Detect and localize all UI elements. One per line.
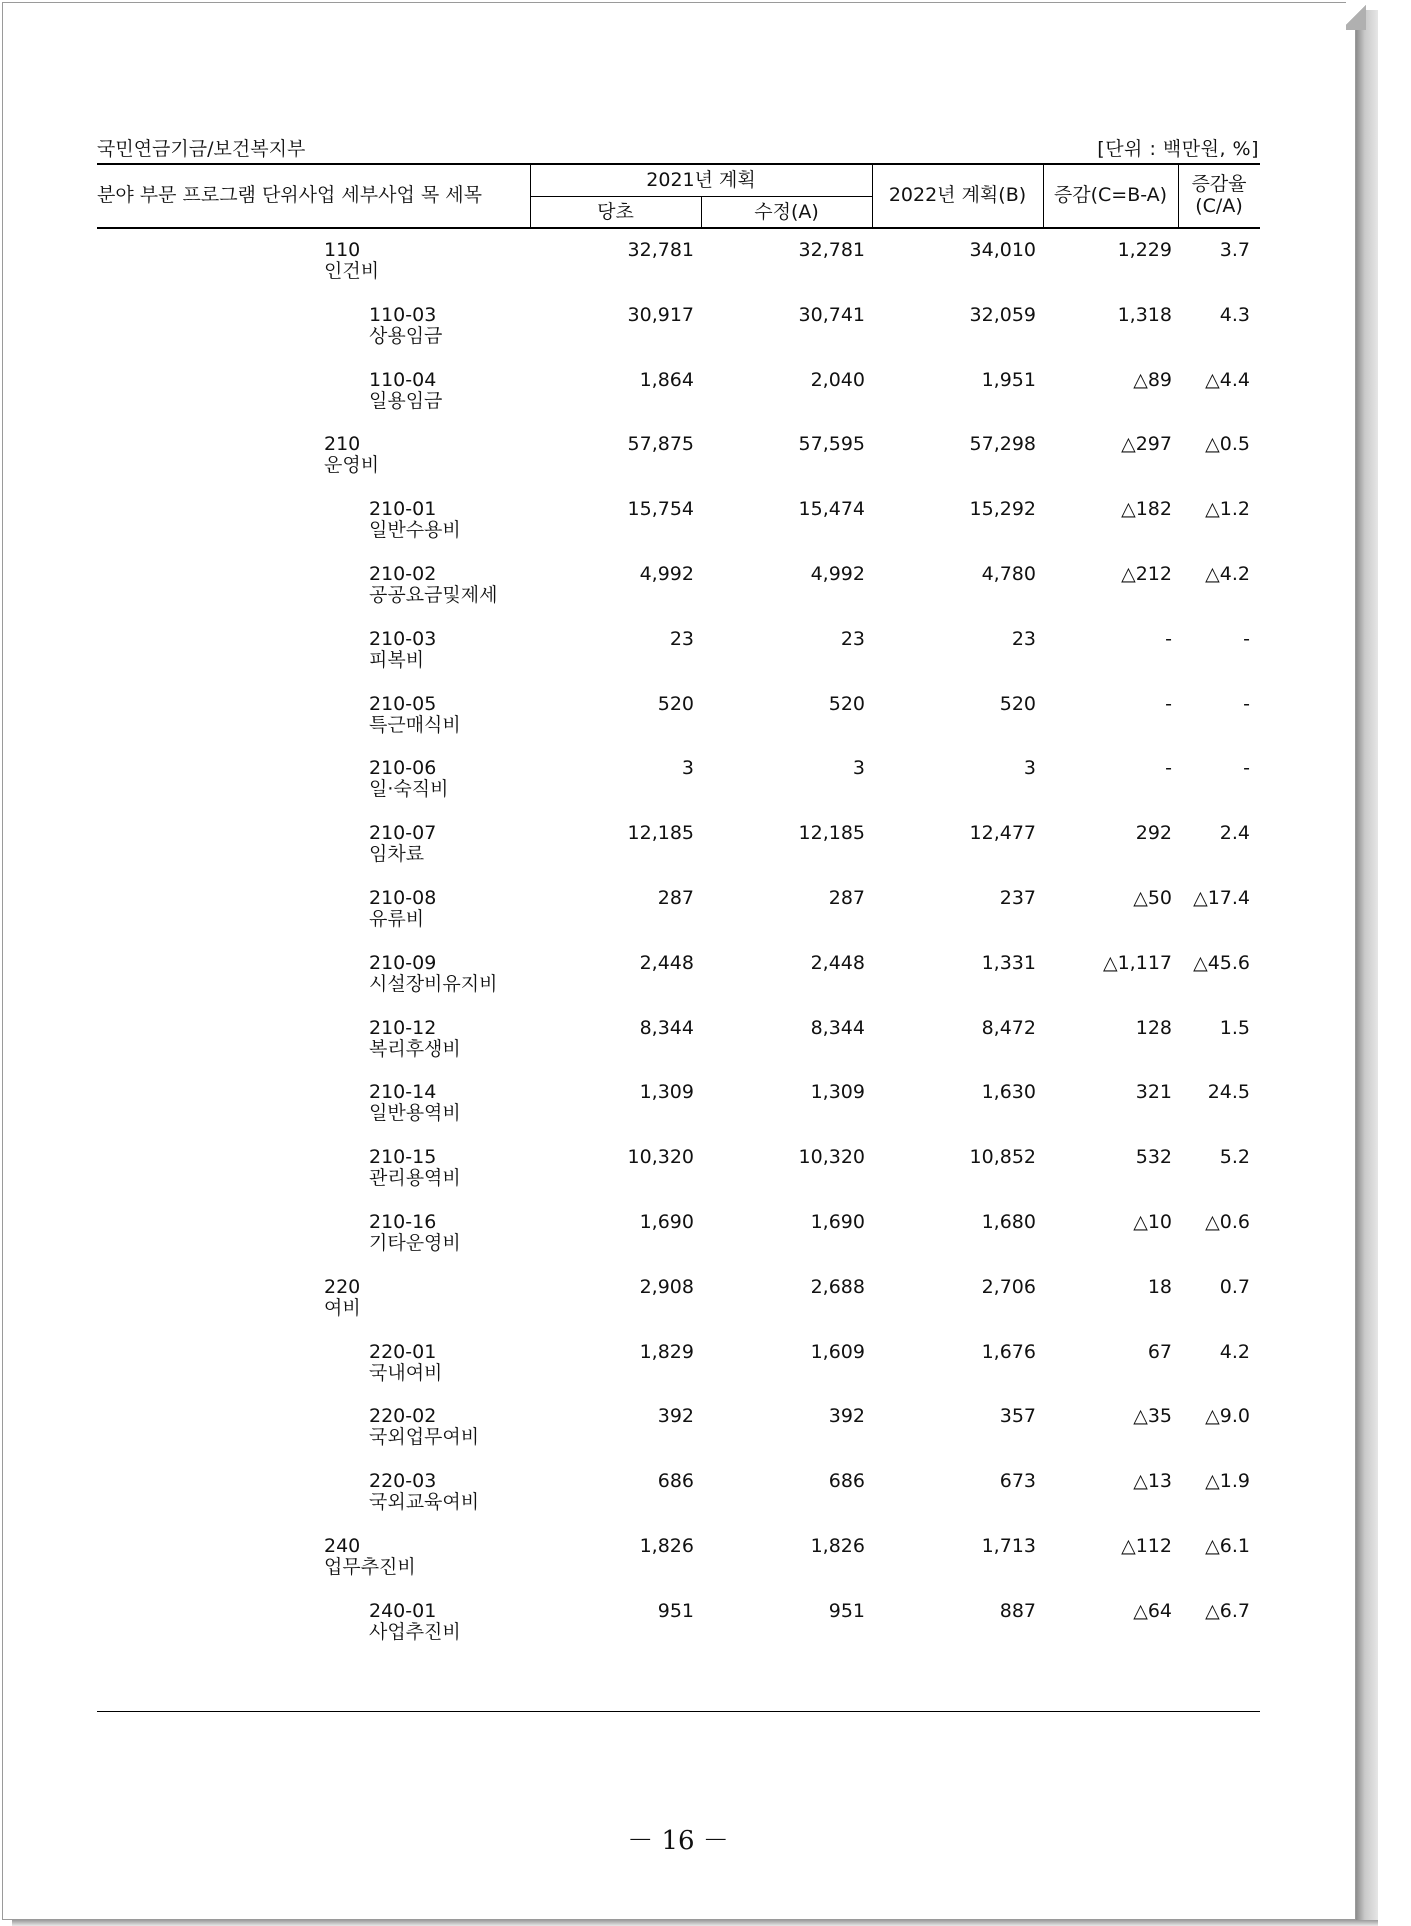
row-name: 일용임금 xyxy=(369,389,443,412)
row-item-label xyxy=(369,953,497,995)
row-name: 임차료 xyxy=(369,843,425,866)
row-value-plan2022: 1,630 xyxy=(981,1081,1036,1104)
row-item-label xyxy=(369,888,436,930)
row-value-rate: △4.4 xyxy=(1205,368,1250,391)
row-value-initial: 32,781 xyxy=(627,239,694,261)
row-value-plan2022: 2,706 xyxy=(981,1275,1036,1298)
row-name: 업무추진비 xyxy=(324,1556,416,1578)
row-name: 일반용역비 xyxy=(369,1102,461,1125)
row-value-initial: 12,185 xyxy=(627,822,694,845)
row-value-initial: 8,344 xyxy=(639,1016,694,1039)
row-name: 특근매식비 xyxy=(369,713,461,736)
row-item-label xyxy=(369,1601,461,1643)
table-row xyxy=(0,823,1411,887)
row-value-revised: 1,309 xyxy=(810,1081,865,1104)
row-name: 유류비 xyxy=(369,908,425,930)
row-value-rate: △45.6 xyxy=(1193,951,1250,974)
table-row xyxy=(0,305,1411,369)
row-value-change: 67 xyxy=(1147,1340,1172,1363)
row-value-revised: 3 xyxy=(852,757,865,780)
row-code: 220-02 xyxy=(369,1405,437,1428)
row-value-change: 321 xyxy=(1135,1081,1172,1104)
row-code: 210-16 xyxy=(369,1211,437,1233)
header-2022-plan: 2022년 계획(B) xyxy=(888,184,1027,206)
row-value-change: △35 xyxy=(1133,1405,1172,1428)
row-value-plan2022: 12,477 xyxy=(969,822,1036,845)
row-value-plan2022: 23 xyxy=(1011,627,1036,650)
row-value-plan2022: 1,676 xyxy=(981,1340,1036,1363)
table-row xyxy=(0,370,1411,434)
row-value-rate: △0.6 xyxy=(1205,1211,1250,1233)
row-value-initial: 15,754 xyxy=(627,498,694,521)
row-value-revised: 8,344 xyxy=(810,1016,865,1039)
row-code: 220-03 xyxy=(369,1470,437,1493)
row-value-initial: 1,690 xyxy=(639,1211,694,1233)
row-value-plan2022: 520 xyxy=(999,692,1036,715)
row-name: 피복비 xyxy=(369,648,425,671)
row-value-revised: 15,474 xyxy=(798,498,865,521)
table-row xyxy=(0,1018,1411,1082)
row-item-label xyxy=(369,629,436,671)
table-row xyxy=(0,629,1411,693)
row-value-initial: 520 xyxy=(657,692,694,715)
row-value-plan2022: 8,472 xyxy=(981,1016,1036,1039)
row-name: 상용임금 xyxy=(369,324,443,347)
row-value-initial: 3 xyxy=(681,757,694,780)
row-value-rate: △4.2 xyxy=(1205,563,1250,585)
row-item-label xyxy=(369,1018,461,1060)
row-value-change: 532 xyxy=(1135,1146,1172,1169)
row-value-initial: 1,864 xyxy=(639,368,694,391)
row-value-plan2022: 887 xyxy=(999,1599,1036,1622)
row-item-label xyxy=(324,434,379,476)
table-row xyxy=(0,240,1411,304)
row-value-plan2022: 1,951 xyxy=(981,368,1036,391)
row-value-change: - xyxy=(1165,627,1172,650)
row-value-change: △13 xyxy=(1133,1470,1172,1493)
row-value-change: △212 xyxy=(1121,563,1172,585)
row-item-label xyxy=(324,240,379,282)
row-value-plan2022: 57,298 xyxy=(969,433,1036,456)
row-code: 210-14 xyxy=(369,1081,437,1104)
row-value-initial: 287 xyxy=(657,887,694,909)
row-value-initial: 2,908 xyxy=(639,1275,694,1298)
row-value-change: - xyxy=(1165,692,1172,715)
row-value-rate: 4.2 xyxy=(1219,1340,1250,1363)
table-row xyxy=(0,1536,1411,1600)
row-item-label xyxy=(369,823,436,865)
row-value-initial: 30,917 xyxy=(627,303,694,326)
row-value-initial: 4,992 xyxy=(639,563,694,585)
row-code: 210-06 xyxy=(369,757,437,780)
row-value-revised: 12,185 xyxy=(798,822,865,845)
row-value-initial: 1,829 xyxy=(639,1340,694,1363)
row-value-plan2022: 357 xyxy=(999,1405,1036,1428)
header-2021-plan: 2021년 계획 xyxy=(646,169,756,191)
row-value-initial: 1,826 xyxy=(639,1535,694,1557)
row-value-plan2022: 673 xyxy=(999,1470,1036,1493)
row-value-plan2022: 1,680 xyxy=(981,1211,1036,1233)
row-code: 210 xyxy=(324,433,361,456)
row-name: 국외교육여비 xyxy=(369,1491,480,1514)
row-code: 210-02 xyxy=(369,563,437,585)
row-value-initial: 23 xyxy=(669,627,694,650)
row-value-change: 18 xyxy=(1147,1275,1172,1298)
row-value-revised: 4,992 xyxy=(810,563,865,585)
row-item-label xyxy=(369,370,442,412)
row-name: 여비 xyxy=(324,1296,361,1319)
row-value-rate: △1.9 xyxy=(1205,1470,1250,1493)
row-value-initial: 392 xyxy=(657,1405,694,1428)
row-value-rate: 4.3 xyxy=(1219,303,1250,326)
row-value-rate: 0.7 xyxy=(1219,1275,1250,1298)
table-row xyxy=(0,1406,1411,1470)
row-name: 국외업무여비 xyxy=(369,1426,480,1449)
header-change: 증감(C=B-A) xyxy=(1053,184,1168,206)
row-value-rate: △17.4 xyxy=(1193,887,1250,909)
row-value-revised: 32,781 xyxy=(798,239,865,261)
row-value-plan2022: 32,059 xyxy=(969,303,1036,326)
row-value-revised: 57,595 xyxy=(798,433,865,456)
row-code: 220-01 xyxy=(369,1340,437,1363)
row-value-initial: 951 xyxy=(657,1599,694,1622)
header-category: 분야 부문 프로그램 단위사업 세부사업 목 세목 xyxy=(97,184,482,206)
table-row xyxy=(0,1082,1411,1146)
table-row xyxy=(0,434,1411,498)
table-row xyxy=(0,1212,1411,1276)
row-value-revised: 287 xyxy=(828,887,865,909)
row-value-revised: 686 xyxy=(828,1470,865,1493)
row-item-label xyxy=(324,1277,361,1319)
row-value-rate: 5.2 xyxy=(1219,1146,1250,1169)
header-2021-initial: 당초 xyxy=(597,201,634,223)
row-value-revised: 1,690 xyxy=(810,1211,865,1233)
row-value-revised: 951 xyxy=(828,1599,865,1622)
row-value-change: △1,117 xyxy=(1102,951,1172,974)
row-value-rate: - xyxy=(1243,692,1250,715)
row-value-change: △50 xyxy=(1133,887,1172,909)
row-value-rate: △1.2 xyxy=(1205,498,1250,521)
header-rate-line2: (C/A) xyxy=(1195,195,1243,217)
row-value-rate: △9.0 xyxy=(1205,1405,1250,1428)
row-code: 240 xyxy=(324,1535,361,1557)
table-bottom-rule xyxy=(97,1711,1260,1712)
row-code: 210-03 xyxy=(369,627,437,650)
row-name: 관리용역비 xyxy=(369,1167,461,1190)
row-value-plan2022: 34,010 xyxy=(969,239,1036,261)
row-code: 210-08 xyxy=(369,887,437,909)
page-number: － 16 － xyxy=(627,1826,729,1856)
row-value-plan2022: 10,852 xyxy=(969,1146,1036,1169)
row-value-revised: 2,688 xyxy=(810,1275,865,1298)
row-name: 시설장비유지비 xyxy=(369,972,498,995)
row-code: 210-05 xyxy=(369,692,437,715)
row-name: 일반수용비 xyxy=(369,519,461,542)
org-caption: 국민연금기금/보건복지부 xyxy=(97,138,306,160)
row-value-change: 128 xyxy=(1135,1016,1172,1039)
row-value-revised: 2,448 xyxy=(810,951,865,974)
table-row xyxy=(0,499,1411,563)
row-item-label xyxy=(369,564,497,606)
table-row xyxy=(0,1277,1411,1341)
row-name: 운영비 xyxy=(324,454,380,477)
row-value-plan2022: 3 xyxy=(1023,757,1036,780)
row-value-revised: 30,741 xyxy=(798,303,865,326)
row-name: 기타운영비 xyxy=(369,1232,461,1254)
header-2021-revised: 수정(A) xyxy=(754,201,819,223)
row-item-label xyxy=(369,758,448,800)
row-item-label xyxy=(369,1082,461,1124)
row-code: 210-12 xyxy=(369,1016,437,1039)
row-value-change: 1,229 xyxy=(1117,239,1172,261)
row-code: 210-07 xyxy=(369,822,437,845)
row-code: 240-01 xyxy=(369,1599,437,1622)
row-value-rate: △6.1 xyxy=(1205,1535,1250,1557)
page-shadow-bottom xyxy=(12,1920,1378,1926)
row-value-revised: 520 xyxy=(828,692,865,715)
row-value-rate: 2.4 xyxy=(1219,822,1250,845)
row-code: 110-03 xyxy=(369,303,437,326)
unit-caption: [단위 : 백만원, %] xyxy=(1097,138,1259,160)
row-value-revised: 23 xyxy=(840,627,865,650)
row-value-change: △10 xyxy=(1133,1211,1172,1233)
row-value-plan2022: 15,292 xyxy=(969,498,1036,521)
row-name: 일·숙직비 xyxy=(369,778,449,801)
row-value-initial: 10,320 xyxy=(627,1146,694,1169)
row-name: 국내여비 xyxy=(369,1361,443,1384)
row-value-plan2022: 237 xyxy=(999,887,1036,909)
row-value-change: △112 xyxy=(1121,1535,1172,1557)
row-value-revised: 10,320 xyxy=(798,1146,865,1169)
header-rate xyxy=(1178,173,1260,217)
row-code: 210-09 xyxy=(369,951,437,974)
table-row xyxy=(0,1471,1411,1535)
row-name: 인건비 xyxy=(324,260,380,282)
row-code: 110 xyxy=(324,239,361,261)
table-row xyxy=(0,758,1411,822)
row-value-change: △297 xyxy=(1121,433,1172,456)
row-code: 110-04 xyxy=(369,368,437,391)
table-row xyxy=(0,1601,1411,1665)
row-value-rate: 1.5 xyxy=(1219,1016,1250,1039)
row-value-rate: - xyxy=(1243,627,1250,650)
table-row xyxy=(0,1342,1411,1406)
row-item-label xyxy=(369,694,461,736)
row-name: 공공요금및제세 xyxy=(369,584,498,606)
table-row xyxy=(0,564,1411,628)
row-value-rate: - xyxy=(1243,757,1250,780)
table-top-rule xyxy=(97,163,1260,165)
row-value-change: △64 xyxy=(1133,1599,1172,1622)
row-name: 사업추진비 xyxy=(369,1620,461,1643)
table-row xyxy=(0,1147,1411,1211)
row-value-revised: 2,040 xyxy=(810,368,865,391)
row-value-revised: 1,609 xyxy=(810,1340,865,1363)
table-row xyxy=(0,953,1411,1017)
header-rate-line1: 증감율 xyxy=(1191,173,1247,195)
row-value-rate: △0.5 xyxy=(1205,433,1250,456)
row-value-initial: 1,309 xyxy=(639,1081,694,1104)
row-value-initial: 686 xyxy=(657,1470,694,1493)
table-row xyxy=(0,694,1411,758)
page-curl-corner xyxy=(1346,0,1366,30)
row-value-plan2022: 1,331 xyxy=(981,951,1036,974)
table-row xyxy=(0,888,1411,952)
row-item-label xyxy=(324,1536,416,1578)
row-item-label xyxy=(369,1147,461,1189)
row-value-revised: 392 xyxy=(828,1405,865,1428)
row-value-change: - xyxy=(1165,757,1172,780)
row-value-initial: 57,875 xyxy=(627,433,694,456)
row-value-change: 292 xyxy=(1135,822,1172,845)
row-item-label xyxy=(369,305,442,347)
row-item-label xyxy=(369,1342,442,1384)
row-value-rate: △6.7 xyxy=(1205,1599,1250,1622)
row-value-change: △182 xyxy=(1121,498,1172,521)
row-code: 210-01 xyxy=(369,498,437,521)
row-value-change: △89 xyxy=(1133,368,1172,391)
row-item-label xyxy=(369,1212,461,1254)
row-value-rate: 24.5 xyxy=(1207,1081,1250,1104)
row-item-label xyxy=(369,1471,479,1513)
row-value-change: 1,318 xyxy=(1117,303,1172,326)
row-code: 210-15 xyxy=(369,1146,437,1169)
row-value-rate: 3.7 xyxy=(1219,239,1250,261)
row-value-plan2022: 4,780 xyxy=(981,563,1036,585)
table-header-rule xyxy=(97,227,1260,229)
row-code: 220 xyxy=(324,1275,361,1298)
row-value-initial: 2,448 xyxy=(639,951,694,974)
row-value-plan2022: 1,713 xyxy=(981,1535,1036,1557)
row-item-label xyxy=(369,499,461,541)
row-value-revised: 1,826 xyxy=(810,1535,865,1557)
row-name: 복리후생비 xyxy=(369,1037,461,1060)
row-item-label xyxy=(369,1406,479,1448)
